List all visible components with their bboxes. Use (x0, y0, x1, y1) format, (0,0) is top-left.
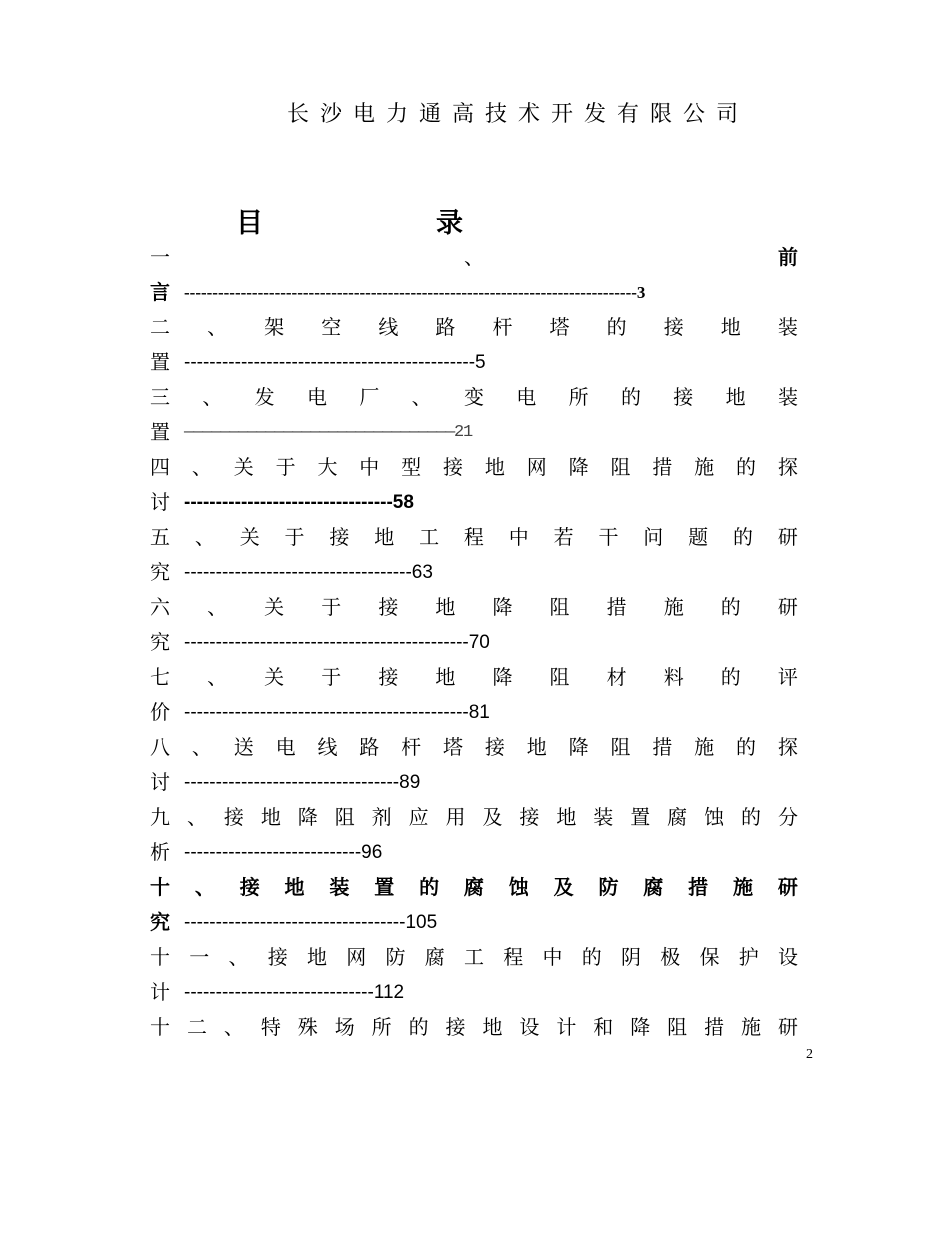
toc-char: 于 (275, 455, 296, 479)
toc-char: 八 (150, 735, 170, 759)
toc-char: 接 (663, 315, 684, 339)
toc-char: 十 (150, 945, 170, 969)
toc-char: 、 (191, 735, 212, 759)
toc-char: 施 (694, 455, 715, 479)
toc-char: 接 (445, 1015, 466, 1039)
toc-entry-page-line (150, 415, 798, 450)
toc-char: 问 (643, 525, 664, 549)
toc-char: 、 (191, 455, 212, 479)
toc-char: 的 (408, 1015, 429, 1039)
toc-char: 架 (264, 315, 285, 339)
company-name: 长沙电力通高技术开发有限公司 (286, 102, 749, 127)
toc-char: 降 (630, 1015, 651, 1039)
toc-char: 探 (777, 455, 798, 479)
toc-char: 施 (694, 735, 715, 759)
toc-char: 及 (482, 805, 503, 829)
toc-char: 阻 (549, 665, 570, 689)
toc-leader-and-page: ---------------------------------------------70 (184, 632, 490, 653)
toc-char: 地 (260, 805, 281, 829)
toc-char: 的 (736, 455, 757, 479)
toc-char: 程 (463, 525, 484, 549)
toc-char: 腐 (667, 805, 688, 829)
toc-char: 地 (720, 315, 741, 339)
toc-char: 措 (652, 455, 673, 479)
toc-char: 所 (371, 1015, 392, 1039)
toc-char: 电 (275, 735, 296, 759)
toc-char: 装 (777, 315, 798, 339)
toc-char: 路 (435, 315, 456, 339)
toc-char: 阻 (334, 805, 355, 829)
toc-leader-and-page: ----------------------------96 (184, 842, 383, 863)
toc-entry-page-line (150, 765, 798, 800)
toc-char: 阻 (610, 735, 631, 759)
toc-char: 六 (150, 595, 170, 619)
toc-char: 设 (519, 1015, 540, 1039)
toc-entry-title-line (150, 240, 798, 275)
toc-char: 厂 (359, 385, 380, 409)
toc-char: 特 (260, 1015, 281, 1039)
toc-char: 、 (223, 1015, 244, 1039)
toc-char: 、 (194, 875, 215, 899)
toc-title (150, 201, 798, 241)
toc-char: 降 (492, 665, 513, 689)
toc-char: 地 (435, 665, 456, 689)
toc-char: 施 (732, 875, 753, 899)
toc-char: 题 (688, 525, 709, 549)
toc-char: 地 (374, 525, 395, 549)
toc-char: 阴 (621, 945, 641, 969)
toc-entry[interactable] (150, 380, 798, 450)
toc-char: 、 (207, 315, 228, 339)
toc-char: 干 (598, 525, 619, 549)
toc-char: 中 (508, 525, 529, 549)
toc-entry[interactable] (150, 240, 798, 310)
toc-char: 、 (186, 805, 207, 829)
toc-char: 的 (720, 595, 741, 619)
toc-leader-and-page: ------------------------------112 (184, 982, 405, 1003)
toc-char: 接 (267, 945, 288, 969)
toc-entry-title-line (150, 940, 798, 975)
toc-char: 接 (378, 595, 399, 619)
toc-char: 接 (484, 735, 505, 759)
toc-entry-partial[interactable] (150, 1010, 798, 1045)
toc-entry[interactable] (150, 450, 798, 520)
toc-char: 接 (378, 665, 399, 689)
toc-char: 、 (207, 595, 228, 619)
toc-char: 的 (581, 945, 602, 969)
toc-char: 空 (321, 315, 342, 339)
toc-char: 塔 (443, 735, 464, 759)
toc-char: 网 (346, 945, 367, 969)
toc-char: 于 (284, 525, 305, 549)
toc-entry-page-line (150, 975, 798, 1010)
toc-char: 护 (738, 945, 759, 969)
toc-char: 若 (553, 525, 574, 549)
toc-char: 接 (443, 455, 464, 479)
toc-char: 二 (186, 1015, 207, 1039)
toc-char: 研 (777, 1015, 798, 1039)
toc-entry-page-line (150, 695, 798, 730)
toc-char: 降 (568, 735, 589, 759)
toc-char: 措 (606, 595, 627, 619)
toc-char: 接 (519, 805, 540, 829)
toc-char: 的 (419, 875, 440, 899)
toc-char: 于 (321, 595, 342, 619)
toc-entry-title-line (150, 660, 798, 695)
toc-char: 剂 (371, 805, 392, 829)
toc-char: 关 (233, 455, 254, 479)
toc-char: 蚀 (508, 875, 529, 899)
toc-char: 中 (359, 455, 380, 479)
toc-char: 、 (411, 385, 432, 409)
toc-entry[interactable] (150, 800, 798, 870)
toc-leader-and-page: --------------------------------------------------------------------------------3 (184, 283, 646, 302)
toc-char: 地 (484, 455, 505, 479)
toc-char: 保 (699, 945, 720, 969)
toc-entry-last-char: 言 (150, 280, 170, 304)
toc-entry-title-line (150, 380, 798, 415)
toc-title-right: 录 (436, 208, 463, 239)
toc-char: 装 (777, 385, 798, 409)
toc-entry-last-char: 价 (150, 700, 170, 724)
toc-char: 接 (239, 875, 260, 899)
toc-char: 、 (202, 385, 223, 409)
toc-entry-last-char: 究 (150, 560, 170, 584)
toc-char: 变 (463, 385, 484, 409)
toc-char: 评 (777, 665, 798, 689)
toc-char: 腐 (463, 875, 484, 899)
toc-char: 关 (264, 665, 285, 689)
toc-char: 研 (777, 595, 798, 619)
toc-leader-and-page: ——————————————————————————————21 (184, 423, 473, 442)
toc-char: 电 (306, 385, 327, 409)
toc-char: 十 (150, 875, 170, 899)
toc-entry[interactable] (150, 870, 798, 940)
toc-char: 措 (652, 735, 673, 759)
toc-char: 防 (598, 875, 619, 899)
toc-entry-title-line (150, 450, 798, 485)
toc-char: 型 (401, 455, 422, 479)
toc-entry-last-char: 置 (150, 420, 170, 444)
toc-char: 阻 (667, 1015, 688, 1039)
toc-char: 关 (239, 525, 260, 549)
toc-char: 程 (503, 945, 524, 969)
toc-char: 接 (673, 385, 694, 409)
toc-char: 及 (553, 875, 574, 899)
toc-char: 殊 (297, 1015, 318, 1039)
toc-entry-last-char: 计 (150, 980, 170, 1004)
toc-entry[interactable] (150, 310, 798, 380)
toc-char: 降 (568, 455, 589, 479)
toc-leader-and-page: ------------------------------------63 (184, 562, 433, 583)
toc-char: 研 (777, 875, 798, 899)
toc-entry-page-line (150, 345, 798, 380)
toc-char: 接 (329, 525, 350, 549)
toc-char: 地 (556, 805, 577, 829)
toc-char: 前 (778, 245, 798, 269)
toc-entry-title-line (150, 730, 798, 765)
toc-char: 腐 (424, 945, 445, 969)
toc-entry-page-line (150, 485, 798, 520)
toc-char: 、 (228, 945, 249, 969)
toc-char: 探 (777, 735, 798, 759)
toc-char: 的 (736, 735, 757, 759)
toc-entry-page-line (150, 555, 798, 590)
toc-char: 九 (150, 805, 170, 829)
toc-char: 工 (419, 525, 440, 549)
toc-char: 线 (378, 315, 399, 339)
toc-entry-last-char: 究 (150, 910, 170, 934)
toc-char: 路 (359, 735, 380, 759)
toc-char: 降 (297, 805, 318, 829)
toc-leader-and-page: ----------------------------------------------5 (184, 352, 486, 373)
toc-char: 阻 (549, 595, 570, 619)
toc-leader-and-page: ----------------------------------89 (184, 772, 421, 793)
toc-entry[interactable] (150, 520, 798, 590)
toc-char: 发 (254, 385, 275, 409)
toc-char: 计 (556, 1015, 577, 1039)
toc-leader-and-page: ---------------------------------------------81 (184, 702, 490, 723)
toc-entry-title-line (150, 800, 798, 835)
toc-char: 三 (150, 385, 170, 409)
toc-char: 杆 (492, 315, 513, 339)
toc-entry-title-line (150, 310, 798, 345)
page-number: 2 (806, 1047, 813, 1062)
toc-entry-title-line (150, 870, 798, 905)
toc-char: 线 (317, 735, 338, 759)
toc-char: 的 (720, 665, 741, 689)
toc-char: 防 (385, 945, 406, 969)
toc-char: 和 (593, 1015, 614, 1039)
toc-char: 于 (321, 665, 342, 689)
toc-char: 十 (150, 1015, 170, 1039)
toc-char: 七 (150, 665, 170, 689)
toc-char: 设 (778, 945, 798, 969)
toc-char: 杆 (401, 735, 422, 759)
toc-char: 措 (704, 1015, 725, 1039)
toc-entry-page-line (150, 275, 798, 310)
toc-char: 的 (741, 805, 761, 829)
table-of-contents (150, 240, 798, 1045)
toc-char: 二 (150, 315, 170, 339)
toc-char: 工 (464, 945, 484, 969)
toc-leader-and-page: -----------------------------------105 (184, 912, 438, 933)
toc-char: 、 (194, 525, 215, 549)
toc-char: 应 (408, 805, 429, 829)
toc-char: 网 (526, 455, 547, 479)
toc-char: 一 (150, 245, 170, 269)
toc-char: 施 (741, 1015, 761, 1039)
toc-char: 地 (725, 385, 746, 409)
toc-char: 地 (284, 875, 305, 899)
toc-char: 阻 (610, 455, 631, 479)
toc-entry[interactable] (150, 590, 798, 660)
toc-char: 地 (482, 1015, 503, 1039)
toc-char: 置 (630, 805, 651, 829)
toc-char: 大 (317, 455, 338, 479)
toc-entry-title-line (150, 520, 798, 555)
toc-char: 置 (374, 875, 395, 899)
toc-entry-last-char: 讨 (150, 490, 170, 514)
toc-char: 装 (593, 805, 614, 829)
toc-char: 腐 (643, 875, 664, 899)
toc-char: 接 (223, 805, 244, 829)
toc-char: 施 (663, 595, 684, 619)
toc-char: 料 (663, 665, 684, 689)
toc-char: 一 (189, 945, 210, 969)
toc-char: 、 (464, 245, 484, 269)
toc-entry-page-line (150, 905, 798, 940)
toc-char: 所 (568, 385, 589, 409)
toc-char: 、 (207, 665, 228, 689)
toc-entry-title-line (150, 590, 798, 625)
toc-entry[interactable] (150, 660, 798, 730)
toc-char: 四 (150, 455, 170, 479)
toc-char: 场 (334, 1015, 355, 1039)
toc-char: 蚀 (704, 805, 725, 829)
toc-entry-page-line (150, 835, 798, 870)
toc-char: 中 (542, 945, 563, 969)
toc-char: 的 (732, 525, 753, 549)
toc-char: 地 (307, 945, 327, 969)
toc-char: 材 (606, 665, 627, 689)
toc-char: 分 (777, 805, 798, 829)
toc-char: 降 (492, 595, 513, 619)
toc-char: 关 (264, 595, 285, 619)
toc-entry[interactable] (150, 730, 798, 800)
toc-char: 装 (329, 875, 350, 899)
toc-char: 五 (150, 525, 170, 549)
toc-entry-last-char: 析 (150, 840, 170, 864)
toc-char: 电 (516, 385, 537, 409)
toc-char: 研 (777, 525, 798, 549)
toc-char: 的 (606, 315, 627, 339)
toc-char: 送 (233, 735, 254, 759)
toc-entry-last-char: 究 (150, 630, 170, 654)
toc-leader-and-page: ---------------------------------58 (184, 492, 414, 513)
toc-entry[interactable] (150, 940, 798, 1010)
toc-char: 用 (445, 805, 466, 829)
toc-char: 地 (526, 735, 547, 759)
toc-char: 极 (660, 945, 681, 969)
toc-entry-last-char: 置 (150, 350, 170, 374)
toc-char: 塔 (549, 315, 570, 339)
toc-char: 措 (688, 875, 709, 899)
toc-entry-page-line (150, 625, 798, 660)
toc-title-left: 目 (236, 208, 263, 239)
toc-char: 的 (620, 385, 641, 409)
toc-char: 地 (435, 595, 456, 619)
toc-entry-last-char: 讨 (150, 770, 170, 794)
